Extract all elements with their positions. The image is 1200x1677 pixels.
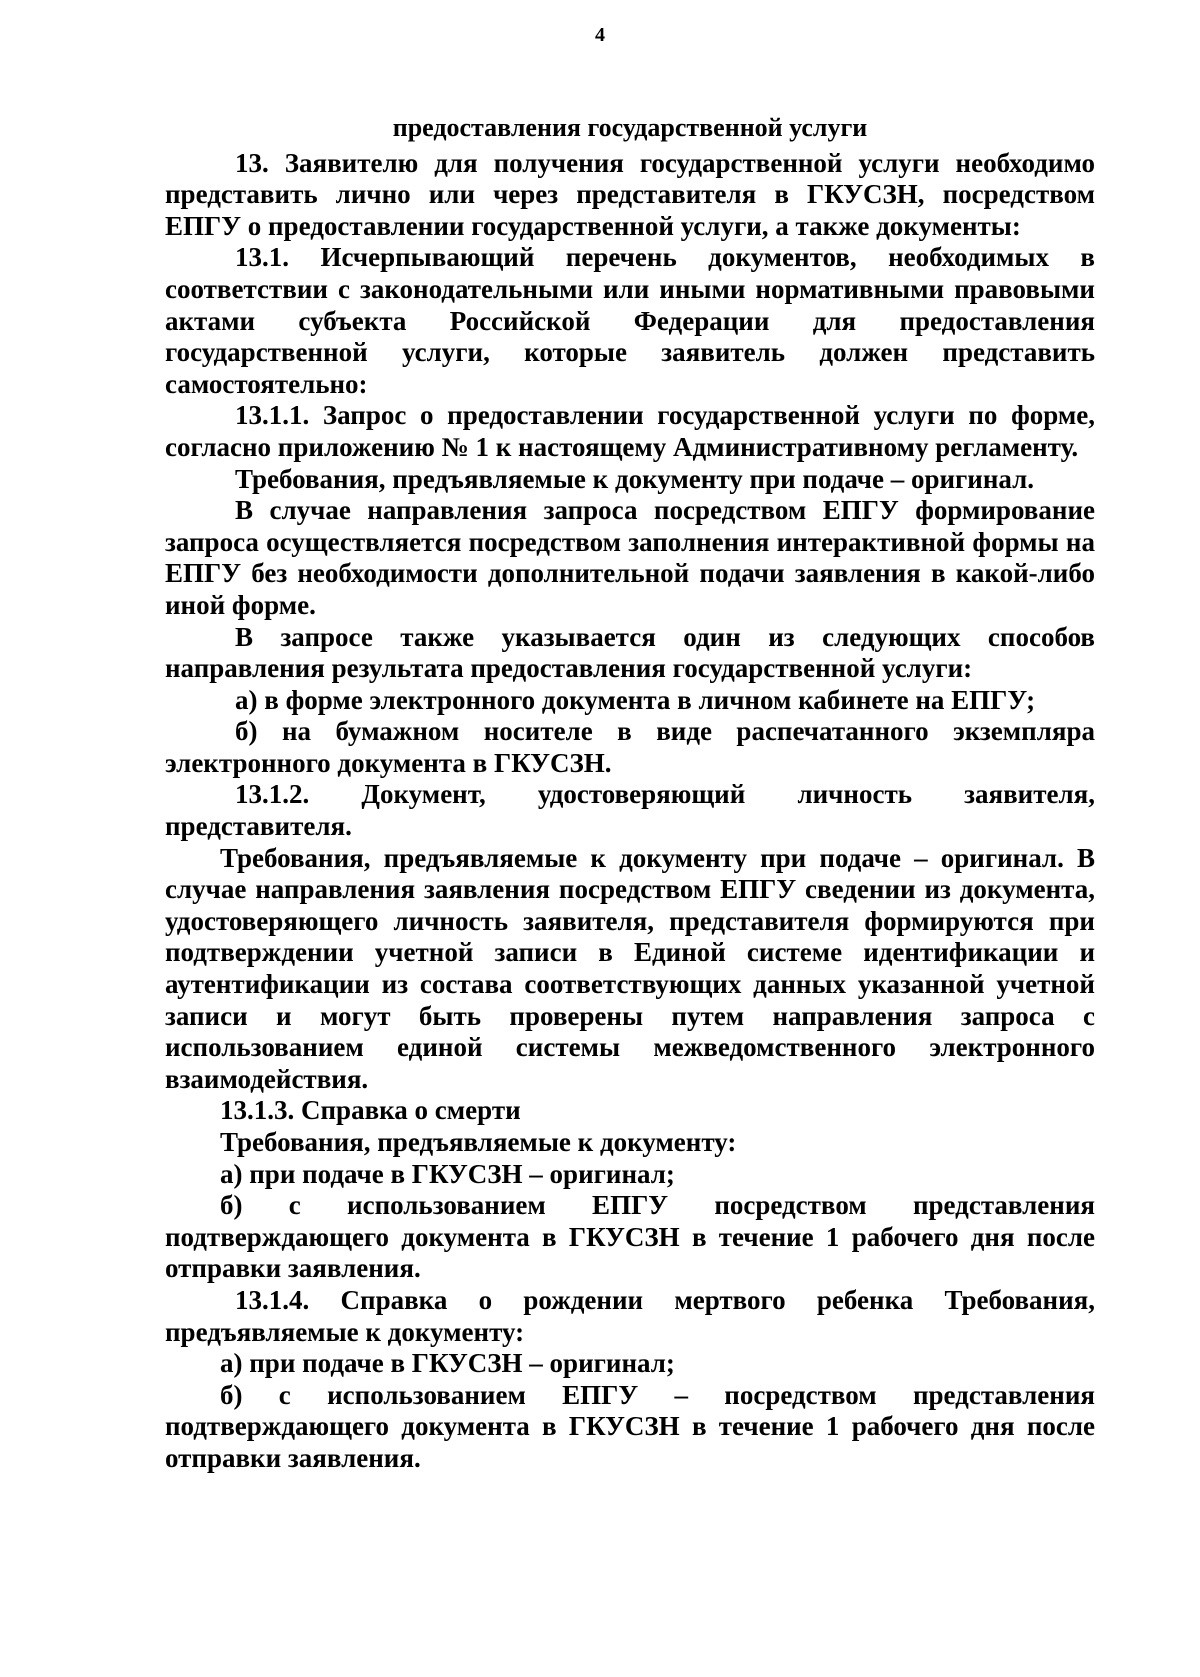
paragraph-identity-requirements: Требования, предъявляемые к документу при подаче – оригинал. В случае направления заявления посредством ЕПГУ сведении из документа, удостоверяющего личность заявителя, представителя формируются при подтверждении учетной записи в Единой системе идентификации и аутентификации из состава соответствующих данных указанной учетной записи и могут быть проверены путем направления запроса с использованием единой системы межведомственного электронного взаимодействия. xyxy=(165,842,1095,1094)
paragraph-result-methods: В запросе также указывается один из следующих способов направления результата предоставления государственной услуги: xyxy=(165,621,1095,684)
list-item-b-epgu-1: б) с использованием ЕПГУ посредством представления подтверждающего документа в ГКУСЗН в течение 1 рабочего дня после отправки заявления. xyxy=(165,1190,1095,1284)
section-heading: предоставления государственной услуги xyxy=(392,113,868,142)
paragraph-13: 13. Заявителю для получения государственной услуги необходимо представить лично или через представителя в ГКУСЗН, посредством ЕПГУ о предоставлении государственной услуги, а также документы: xyxy=(165,147,1095,241)
list-item-a-original-1: а) при подаче в ГКУСЗН – оригинал; xyxy=(220,1158,675,1189)
list-item-b-epgu-2: б) с использованием ЕПГУ – посредством представления подтверждающего документа в ГКУСЗН в течение 1 рабочего дня после отправки заявления. xyxy=(165,1379,1095,1473)
paragraph-death-cert-requirements: Требования, предъявляемые к документу: xyxy=(220,1127,737,1157)
paragraph-13-1-4: 13.1.4. Справка о рождении мертвого ребенка Требования, предъявляемые к документу: xyxy=(165,1284,1095,1347)
list-item-a-electronic: а) в форме электронного документа в личном кабинете на ЕПГУ; xyxy=(235,684,1036,715)
paragraph-13-1-3: 13.1.3. Справка о смерти xyxy=(220,1095,521,1126)
list-item-a-original-2: а) при подаче в ГКУСЗН – оригинал; xyxy=(220,1348,675,1379)
list-item-b-paper: б) на бумажном носителе в виде распечатанного экземпляра электронного документа в ГКУСЗН. xyxy=(165,716,1095,778)
paragraph-requirements-original: Требования, предъявляемые к документу при подаче – оригинал. xyxy=(235,463,1035,494)
document-body xyxy=(165,112,1095,1475)
paragraph-epgu-request: В случае направления запроса посредством ЕПГУ формирование запроса осуществляется посредством заполнения интерактивной формы на ЕПГУ без необходимости дополнительной подачи заявления в какой-либо иной форме. xyxy=(165,495,1095,620)
paragraph-13-1-1: 13.1.1. Запрос о предоставлении государственной услуги по форме, согласно приложению № 1 к настоящему Административному регламенту. xyxy=(165,400,1095,462)
paragraph-13-1-2: 13.1.2. Документ, удостоверяющий личность заявителя, представителя. xyxy=(165,779,1095,842)
page-number: 4 xyxy=(595,24,605,46)
paragraph-13-1: 13.1. Исчерпывающий перечень документов, необходимых в соответствии с законодательными или иными нормативными правовыми актами субъекта Российской Федерации для предоставления государственной услуги, которые заявитель должен представить самостоятельно: xyxy=(165,242,1095,399)
